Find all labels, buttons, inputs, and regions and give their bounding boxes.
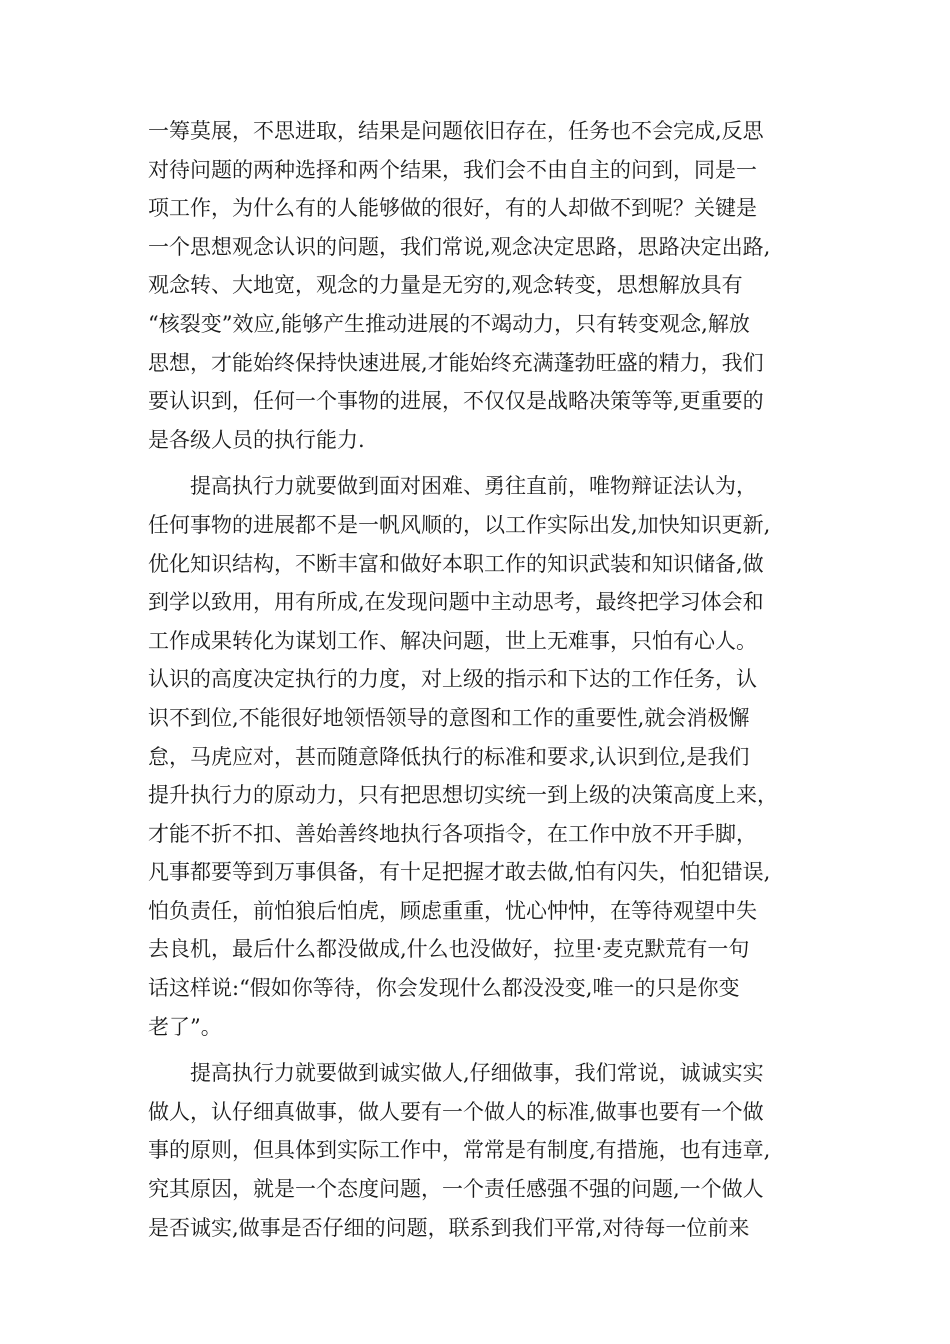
text-line: 思想，才能始终保持快速进展,才能始终充满蓬勃旺盛的精力，我们: [148, 350, 764, 375]
text-line: 观念转、大地宽，观念的力量是无穷的,观念转变，思想解放具有: [148, 273, 743, 298]
paragraph-3: [148, 1054, 808, 1247]
text-line: 任何事物的进展都不是一帆风顺的，以工作实际出发,加快知识更新,: [148, 512, 771, 537]
paragraph-1: [148, 112, 808, 459]
text-line: 要认识到，任何一个事物的进展，不仅仅是战略决策等等,更重要的: [148, 389, 764, 414]
text-line: 一筹莫展，不思进取，结果是问题依旧存在，任务也不会完成,反思: [148, 119, 764, 143]
text-line: 究其原因，就是一个态度问题，一个责任感强不强的问题,一个做人: [148, 1177, 764, 1202]
text-line: 事的原则，但具体到实际工作中，常常是有制度,有措施，也有违章,: [148, 1138, 771, 1163]
text-line: 对待问题的两种选择和两个结果，我们会不由自主的问到，同是一: [148, 157, 757, 182]
text-line: 提高执行力就要做到诚实做人,仔细做事，我们常说，诚诚实实: [190, 1061, 764, 1086]
paragraph-2: [148, 467, 808, 1046]
text-line: 怠，马虎应对，甚而随意降低执行的标准和要求,认识到位,是我们: [148, 744, 750, 769]
text-line: 识不到位,不能很好地领悟领导的意图和工作的重要性,就会消极懈: [148, 705, 750, 730]
text-line: 提升执行力的原动力，只有把思想切实统一到上级的决策高度上来，: [148, 783, 778, 808]
text-line: 怕负责任，前怕狼后怕虎，顾虑重重，忧心忡忡，在等待观望中失: [148, 898, 757, 923]
text-line: 话这样说:“假如你等待，你会发现什么都没没变,唯一的只是你变: [148, 976, 740, 1001]
text-line: 到学以致用，用有所成,在发现问题中主动思考，最终把学习体会和: [148, 590, 764, 615]
text-line: 优化知识结构，不断丰富和做好本职工作的知识武装和知识储备,做: [148, 551, 764, 576]
text-line: “核裂变”效应,能够产生推动进展的不竭动力，只有转变观念,解放: [148, 311, 750, 336]
text-line: 是否诚实,做事是否仔细的问题，联系到我们平常,对待每一位前来: [148, 1215, 750, 1240]
text-line: 老了”。: [148, 1014, 222, 1039]
text-line: 提高执行力就要做到面对困难、勇往直前，唯物辩证法认为，: [190, 474, 757, 499]
text-line: 一个思想观念认识的问题，我们常说,观念决定思路，思路决定出路,: [148, 234, 771, 259]
document-body: [148, 112, 808, 1247]
text-line: 去良机，最后什么都没做成,什么也没做好，拉里·麦克默荒有一句: [148, 937, 750, 962]
text-line: 认识的高度决定执行的力度，对上级的指示和下达的工作任务，认: [148, 667, 757, 692]
text-line: 工作成果转化为谋划工作、解决问题，世上无难事，只怕有心人。: [148, 628, 757, 653]
text-line: 凡事都要等到万事俱备，有十足把握才敢去做,怕有闪失，怕犯错误,: [148, 860, 771, 885]
text-line: 做人，认仔细真做事，做人要有一个做人的标准,做事也要有一个做: [148, 1099, 764, 1124]
text-line: 是各级人员的执行能力.: [148, 427, 365, 452]
text-line: 项工作，为什么有的人能够做的很好，有的人却做不到呢？关键是: [148, 196, 757, 221]
text-line: 才能不折不扣、善始善终地执行各项指令，在工作中放不开手脚，: [148, 821, 757, 846]
